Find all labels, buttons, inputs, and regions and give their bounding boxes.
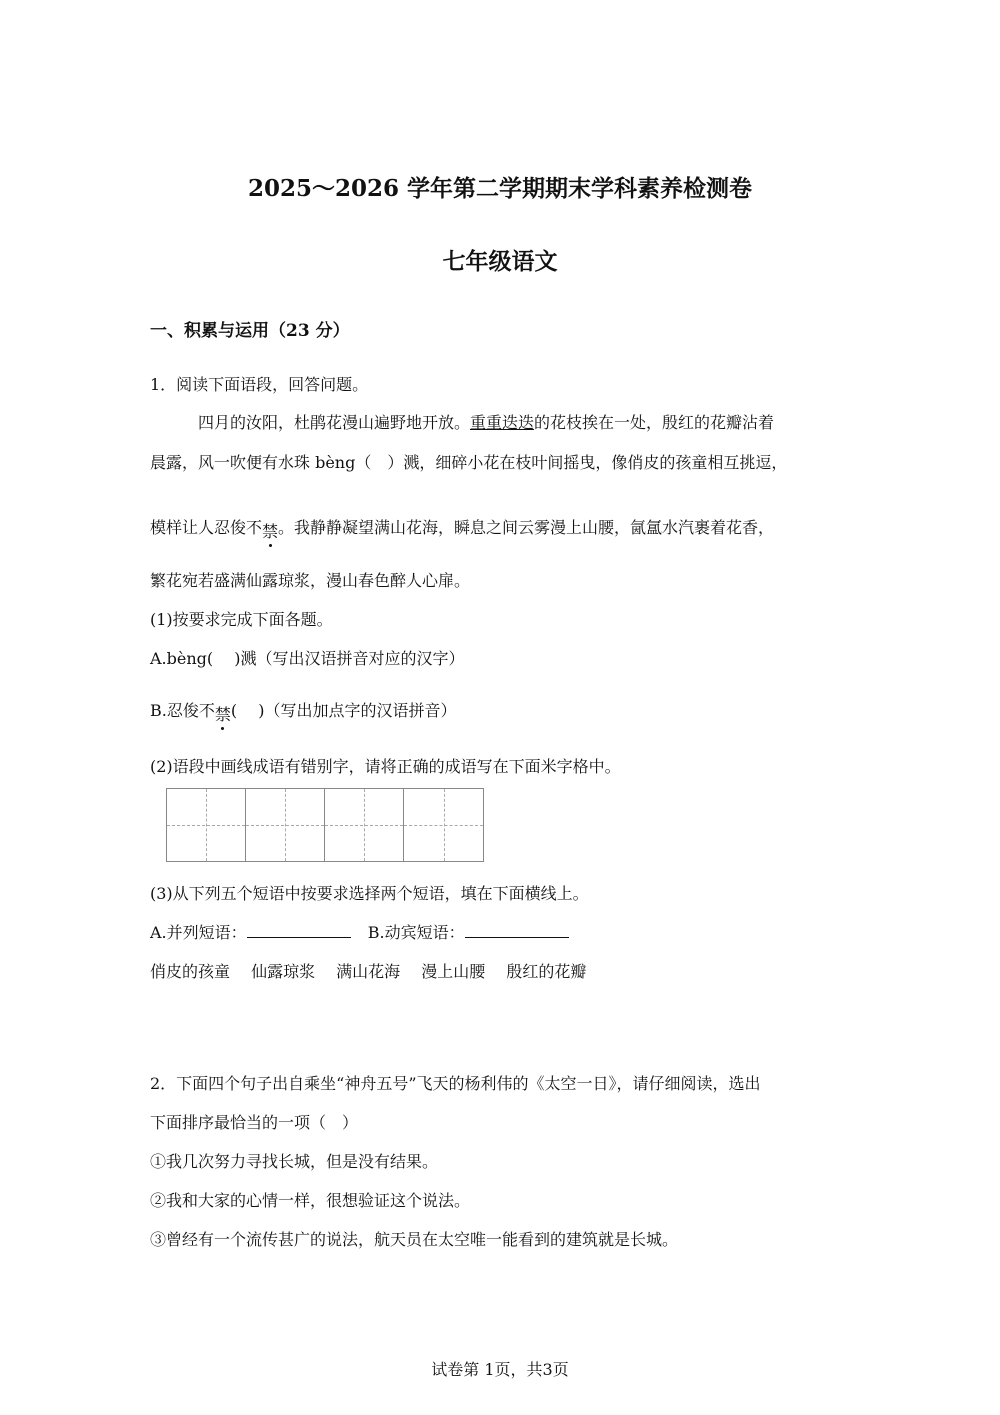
grid-cell[interactable] (403, 788, 484, 862)
grid-cell[interactable] (324, 788, 404, 862)
passage-line-1 (198, 410, 774, 433)
question-1-stem: 1．阅读下面语段，回答问题。 (150, 375, 369, 394)
subquestion-1-label: (1)按要求完成下面各题。 (150, 610, 333, 629)
mizi-grid (166, 788, 487, 862)
verb-object-phrase-label: B.动宾短语： (367, 923, 465, 942)
grid-cell[interactable] (166, 788, 246, 862)
underlined-idiom: 重重迭迭 (470, 413, 535, 432)
subquestion-2-label: (2)语段中画线成语有错别字，请将正确的成语写在下面米字格中。 (150, 757, 621, 776)
subquestion-3-label: (3)从下列五个短语中按要求选择两个短语，填在下面横线上。 (150, 884, 589, 903)
dotted-character: 禁 (262, 519, 278, 542)
sentence-1: ①我几次努力寻找长城，但是没有结果。 (150, 1152, 439, 1171)
passage-text: 四月的汝阳，杜鹃花漫山遍野地开放。 (198, 413, 471, 432)
exam-subtitle: 七年级语文 (442, 248, 558, 275)
sentence-3: ③曾经有一个流传甚广的说法，航天员在太空唯一能看到的建筑就是长城。 (150, 1230, 679, 1249)
passage-line-3 (150, 515, 775, 541)
answer-blank[interactable] (465, 923, 569, 938)
subquestion-1-b-text: ( )（写出加点字的汉语拼音） (230, 701, 457, 720)
passage-text: 的花枝挨在一处，殷红的花瓣沾着 (534, 413, 775, 432)
grid-cell[interactable] (245, 788, 325, 862)
exam-title: 2025～2026 学年第二学期期末学科素养检测卷 (247, 175, 753, 202)
section-heading: 一、积累与运用（23 分） (150, 321, 350, 341)
passage-line-4: 繁花宛若盛满仙露琼浆，漫山春色醉人心扉。 (150, 571, 471, 590)
passage-text: 。我静静凝望满山花海，瞬息之间云雾漫上山腰，氤氲水汽裹着花香， (278, 518, 775, 537)
subquestion-3-answers (150, 920, 569, 943)
dotted-character: 禁 (215, 702, 231, 725)
parallel-phrase-label: A.并列短语： (150, 923, 247, 942)
passage-text: 模样让人忍俊不 (150, 518, 263, 537)
sentence-2: ②我和大家的心情一样，很想验证这个说法。 (150, 1191, 471, 1210)
subquestion-1-b (150, 698, 457, 724)
question-2-stem-line-2: 下面排序最恰当的一项（ ） (150, 1113, 359, 1132)
passage-line-2: 晨露，风一吹便有水珠 bèng（ ）溅，细碎小花在枝叶间摇曳，像俏皮的孩童相互挑逗， (150, 453, 788, 472)
question-2-stem-line-1: 2．下面四个句子出自乘坐“神舟五号”飞天的杨利伟的《太空一日》，请仔细阅读，选出 (150, 1074, 761, 1093)
subquestion-1-b-text: B.忍俊不 (150, 701, 215, 720)
phrase-options: 俏皮的孩童 仙露琼浆 满山花海 漫上山腰 殷红的花瓣 (150, 962, 587, 981)
page-footer: 试卷第 1页，共3页 (431, 1360, 569, 1379)
answer-blank[interactable] (247, 923, 351, 938)
subquestion-1-a: A.bèng( )溅（写出汉语拼音对应的汉字） (150, 649, 465, 668)
